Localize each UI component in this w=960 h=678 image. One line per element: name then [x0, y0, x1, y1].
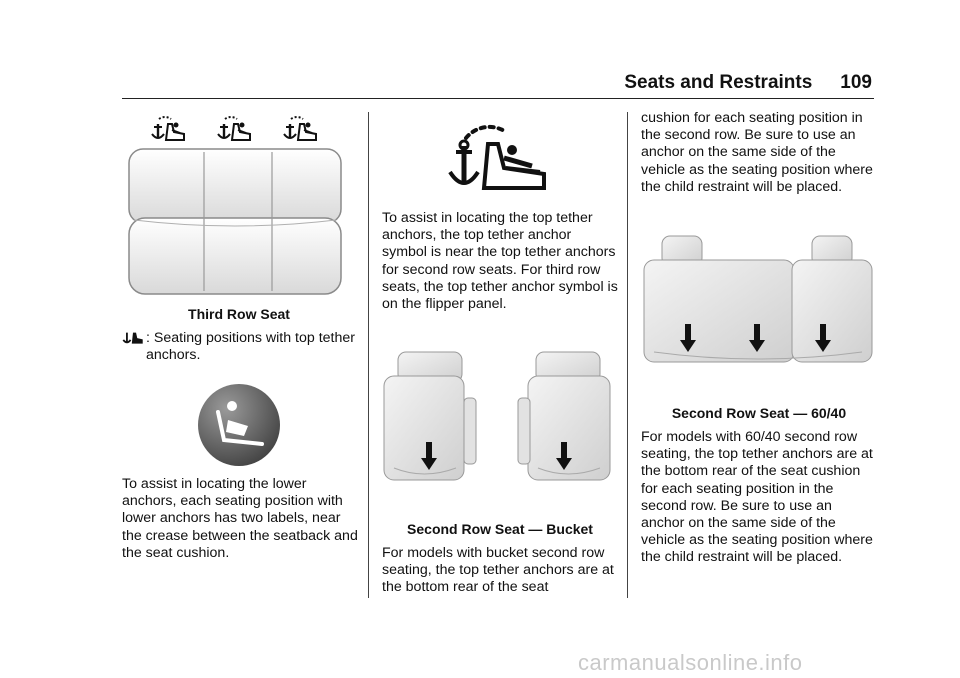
tether-anchor-icon [152, 117, 184, 140]
second-row-6040-seat-illustration [640, 234, 876, 374]
third-row-seat-illustration [126, 146, 344, 298]
column-divider-2 [627, 112, 628, 598]
lower-anchor-text: To assist in locating the lower anchors, each seating position with lower anchors has two labels, near the crease between the seatback and the seat cushion. [122, 476, 358, 561]
top-tether-anchor-icon [448, 122, 548, 194]
page-header [624, 72, 872, 94]
6040-seat-text: For models with 60/40 second row seating, the top tether anchors are at the bottom rear of the seat cushion for each seating position in the second row. Be sure to use an anchor on the same side of the vehicle as the seating position where the child restraint will be placed. [641, 429, 873, 566]
tether-anchor-icon [218, 117, 250, 140]
caption-third-row-seat: Third Row Seat [188, 306, 290, 322]
tether-legend-text: : Seating positions with top tether anchors. [146, 330, 355, 364]
continued-text: cushion for each seating position in the second row. Be sure to use an anchor on the same side of the vehicle as the seating position where the child restraint will be placed. [641, 110, 873, 195]
tether-anchor-icon-row [150, 116, 330, 146]
caption-bucket-seat: Second Row Seat — Bucket [407, 521, 593, 537]
header-rule [122, 98, 874, 99]
lower-anchor-icon [196, 382, 282, 468]
watermark: carmanualsonline.info [578, 650, 803, 675]
column-divider-1 [368, 112, 369, 598]
page-number: 109 [840, 72, 872, 93]
second-row-bucket-seat-illustration [380, 350, 620, 490]
tether-anchor-icon [122, 329, 144, 346]
top-tether-text: To assist in locating the top tether anchors, the top tether anchor symbol is near the top tether anchors for second row seats. For third row seats, the top tether anchor symbol is on the flipper panel. [382, 210, 618, 313]
section-title: Seats and Restraints [624, 72, 813, 93]
caption-6040-seat: Second Row Seat — 60/40 [671, 405, 847, 421]
bucket-seat-text: For models with bucket second row seating, the top tether anchors are at the bottom rear of the seat [382, 545, 614, 596]
tether-anchor-icon [284, 117, 316, 140]
